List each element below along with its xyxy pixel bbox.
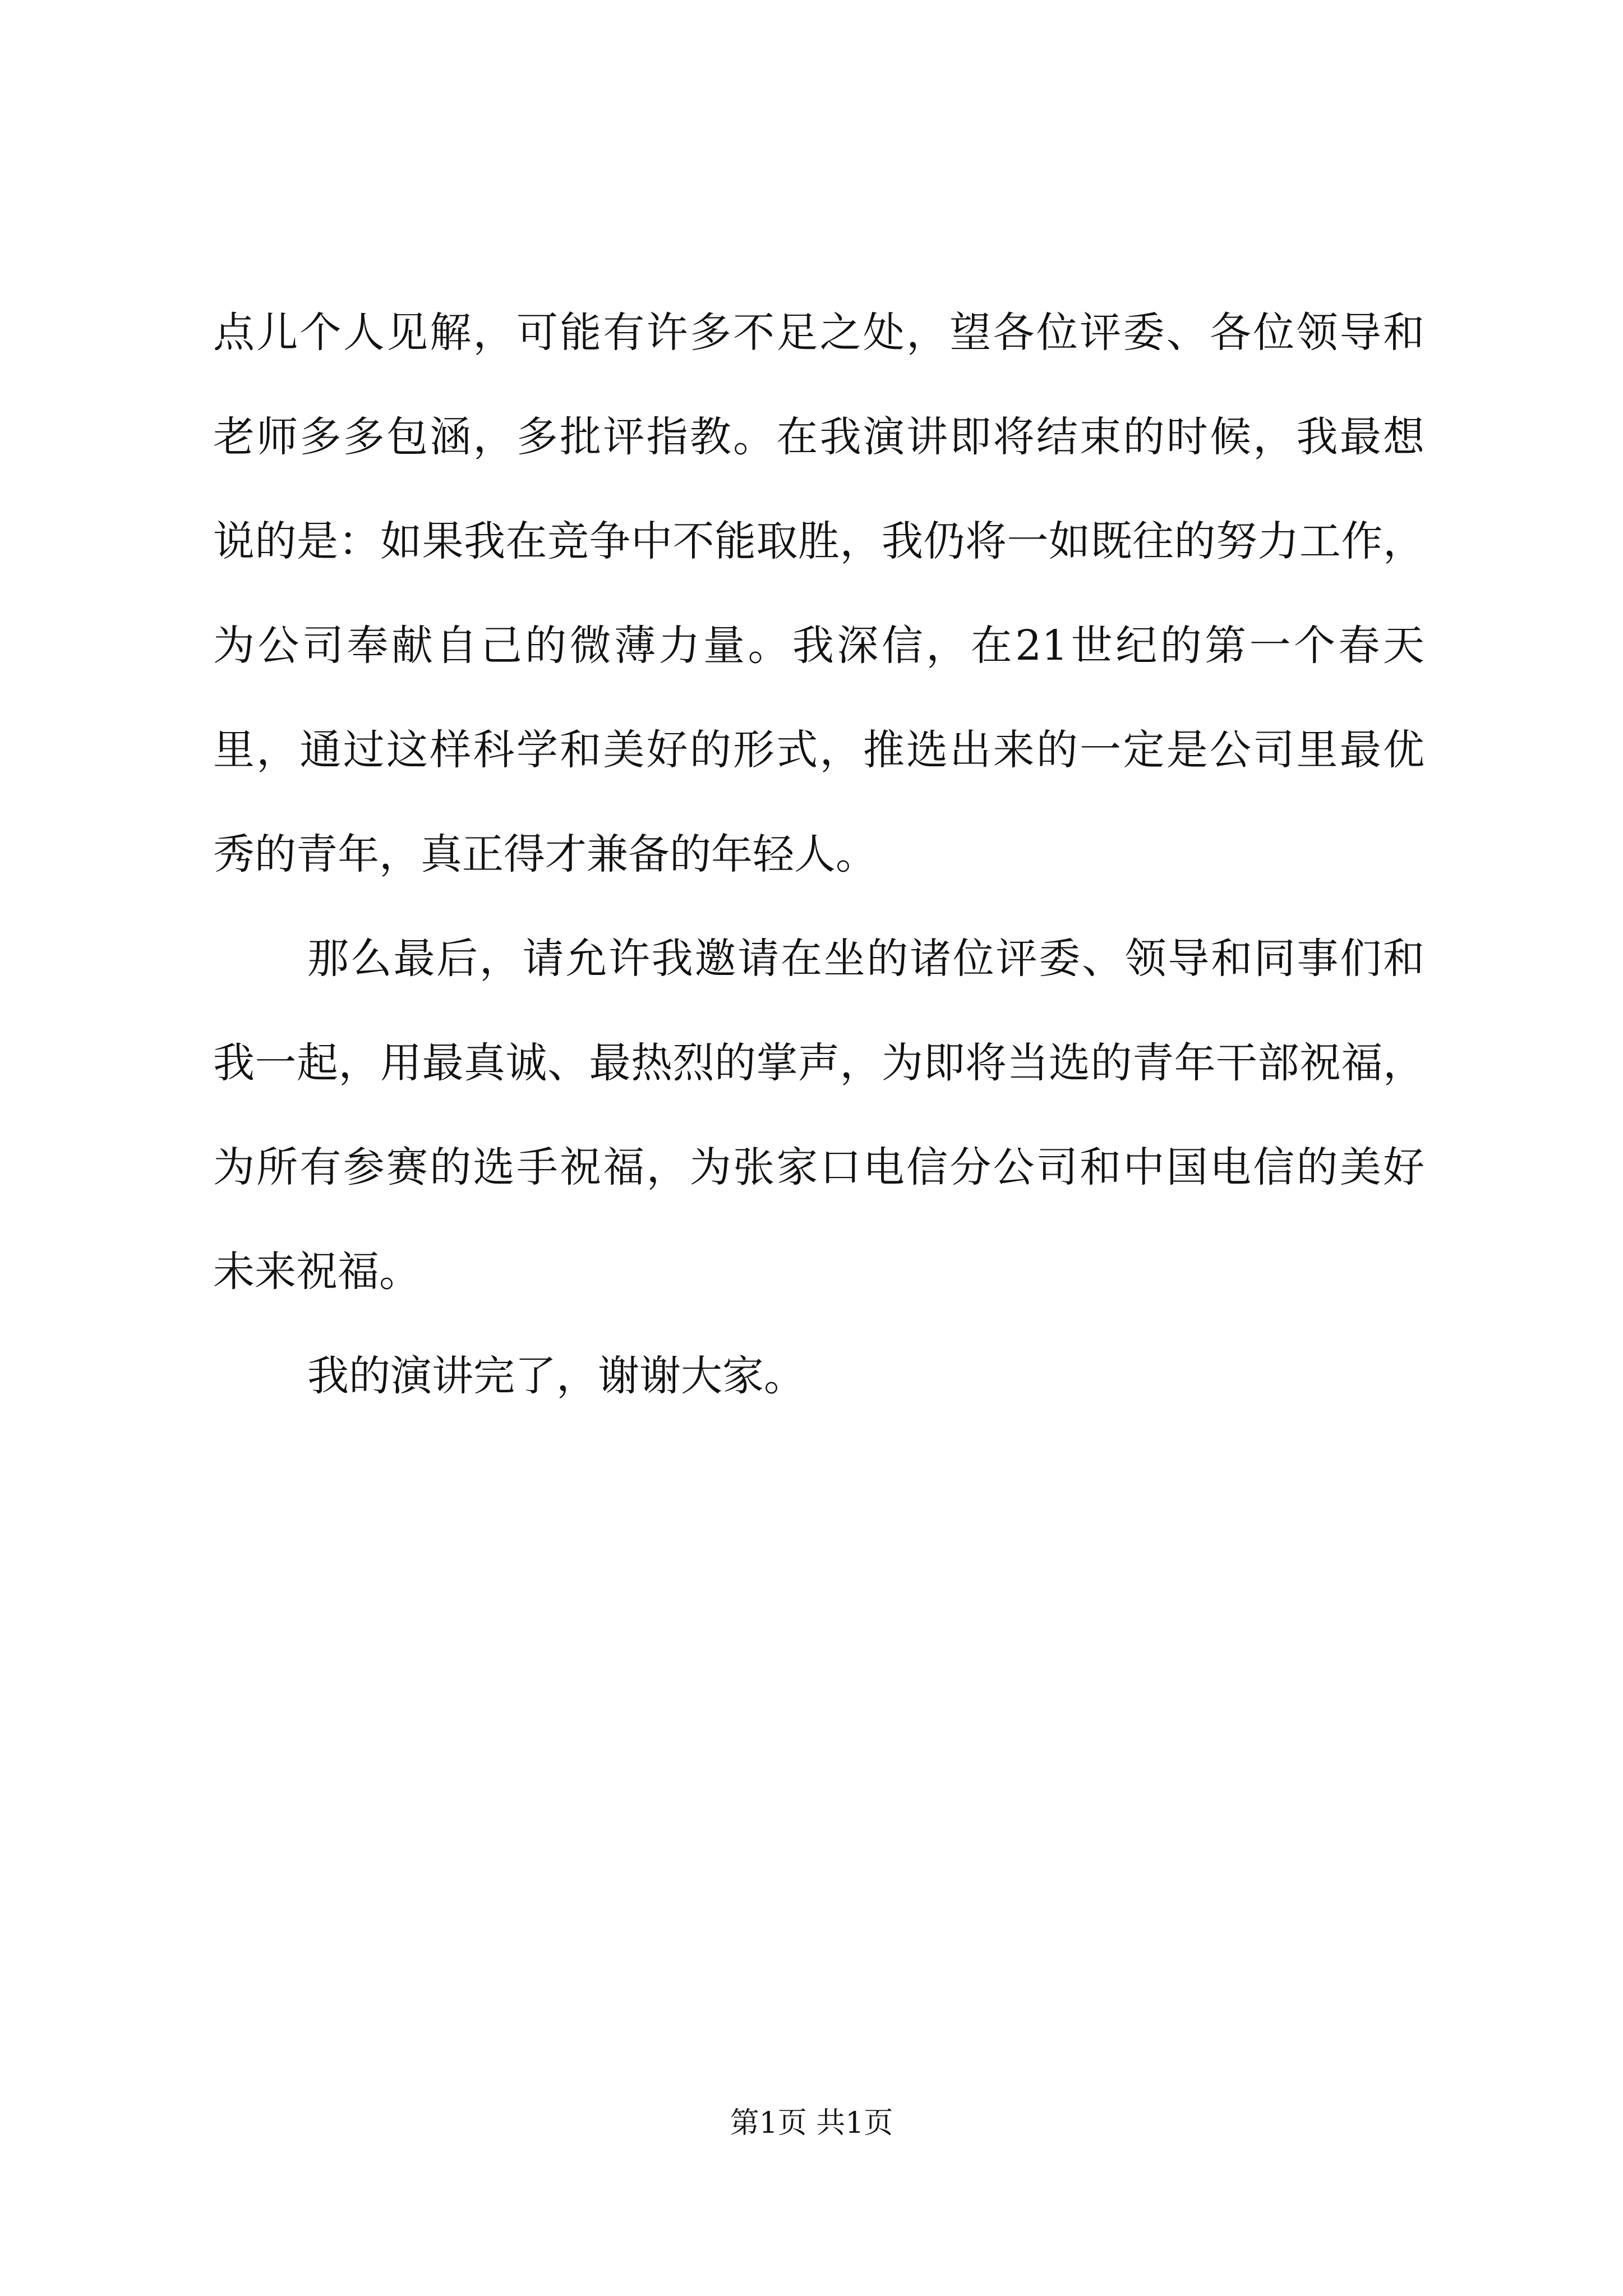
- text-line: 为公司奉献自己的微薄力量。我深信，在21世纪的第一个春天: [213, 622, 1424, 670]
- text-line: 里，通过这样科学和美好的形式，推选出来的一定是公司里最优: [213, 726, 1424, 774]
- text-line: 点儿个人见解，可能有许多不足之处，望各位评委、各位领导和: [213, 309, 1424, 357]
- text-line: 为所有参赛的选手祝福，为张家口电信分公司和中国电信的美好: [213, 1143, 1424, 1191]
- page-footer: 第1页 共1页: [730, 2106, 893, 2140]
- text-line: 我一起，用最真诚、最热烈的掌声，为即将当选的青年干部祝福，: [213, 1039, 1424, 1087]
- paragraph: [213, 280, 1424, 907]
- paragraph: [213, 907, 1424, 1324]
- body-text: [213, 280, 1424, 1428]
- text-line: 未来祝福。: [213, 1248, 421, 1296]
- text-line: 老师多多包涵，多批评指教。在我演讲即将结束的时候，我最想: [213, 413, 1424, 461]
- text-line: 我的演讲完了，谢谢大家。: [307, 1352, 805, 1400]
- paragraph: [213, 1324, 1424, 1428]
- text-line: 说的是：如果我在竞争中不能取胜，我仍将一如既往的努力工作，: [213, 517, 1424, 565]
- text-line: 那么最后，请允许我邀请在坐的诸位评委、领导和同事们和: [307, 935, 1424, 983]
- text-line: 秀的青年，真正得才兼备的年轻人。: [213, 830, 877, 878]
